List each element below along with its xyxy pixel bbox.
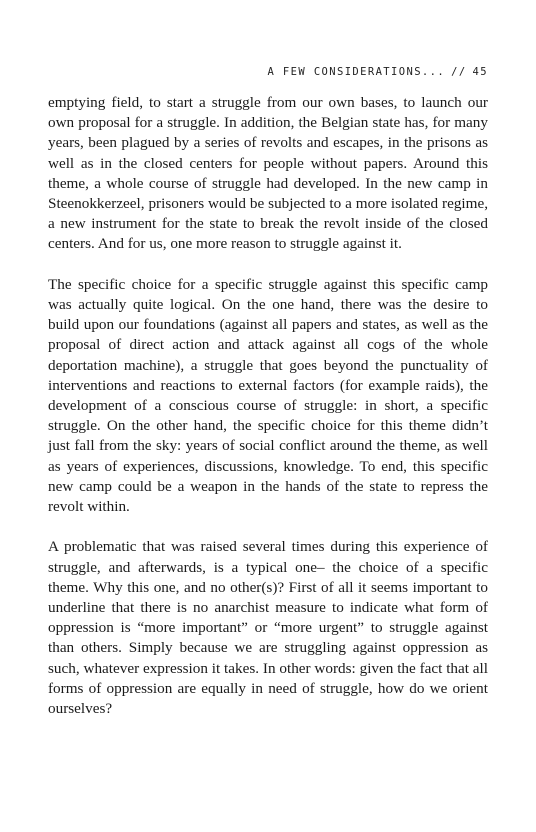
paragraph-2: The specific choice for a specific struggle against this specific camp was actually quite logical. On the one hand, there was the desire to build upon our foundations (against all papers and states, as well as the proposal of direct action and attack against all cogs of the whole deportation machine), a struggle that goes beyond the punctuality of interventions and reactions to external factors (for example raids), the development of a conscious course of struggle: in short, a specific struggle. On the other hand, the specific choice for this theme didn’t just fall from the sky: years of social conflict around the theme, as well as years of experiences, discussions, knowledge. To end, this specific new camp could be a weapon in the hands of the state to repress the revolt within. [48, 275, 488, 516]
paragraph-1: emptying field, to start a struggle from our own bases, to launch our own proposal for a struggle. In addition, the Belgian state has, for many years, been plagued by a series of revolts and escapes, in the prisons as well as in the closed centers for people without papers. Around this theme, a whole course of struggle had developed. In the new camp in Steenokkerzeel, prisoners would be subjected to a more isolated regime, a new instrument for the state to break the revolt inside of the closed centers. And for us, one more reason to struggle against it. [48, 94, 488, 253]
header-separator: // [451, 66, 467, 78]
paragraph-3: A problematic that was raised several times during this experience of struggle, and afterwards, is a typical one– the choice of a specific theme. Why this one, and no other(s)? First of all it seems important to underline that there is no anarchist measure to indicate what form of oppression is “more important” or “more urgent” to struggle against than others. Simply because we are struggling against oppression as such, whatever expression it takes. In other words: given the fact that all forms of oppression are equally in need of struggle, how do we orient ourselves? [48, 538, 488, 718]
body-text [48, 93, 488, 739]
running-title: A FEW CONSIDERATIONS... [267, 66, 446, 78]
page-number: 45 [472, 66, 488, 78]
running-header [267, 66, 488, 78]
